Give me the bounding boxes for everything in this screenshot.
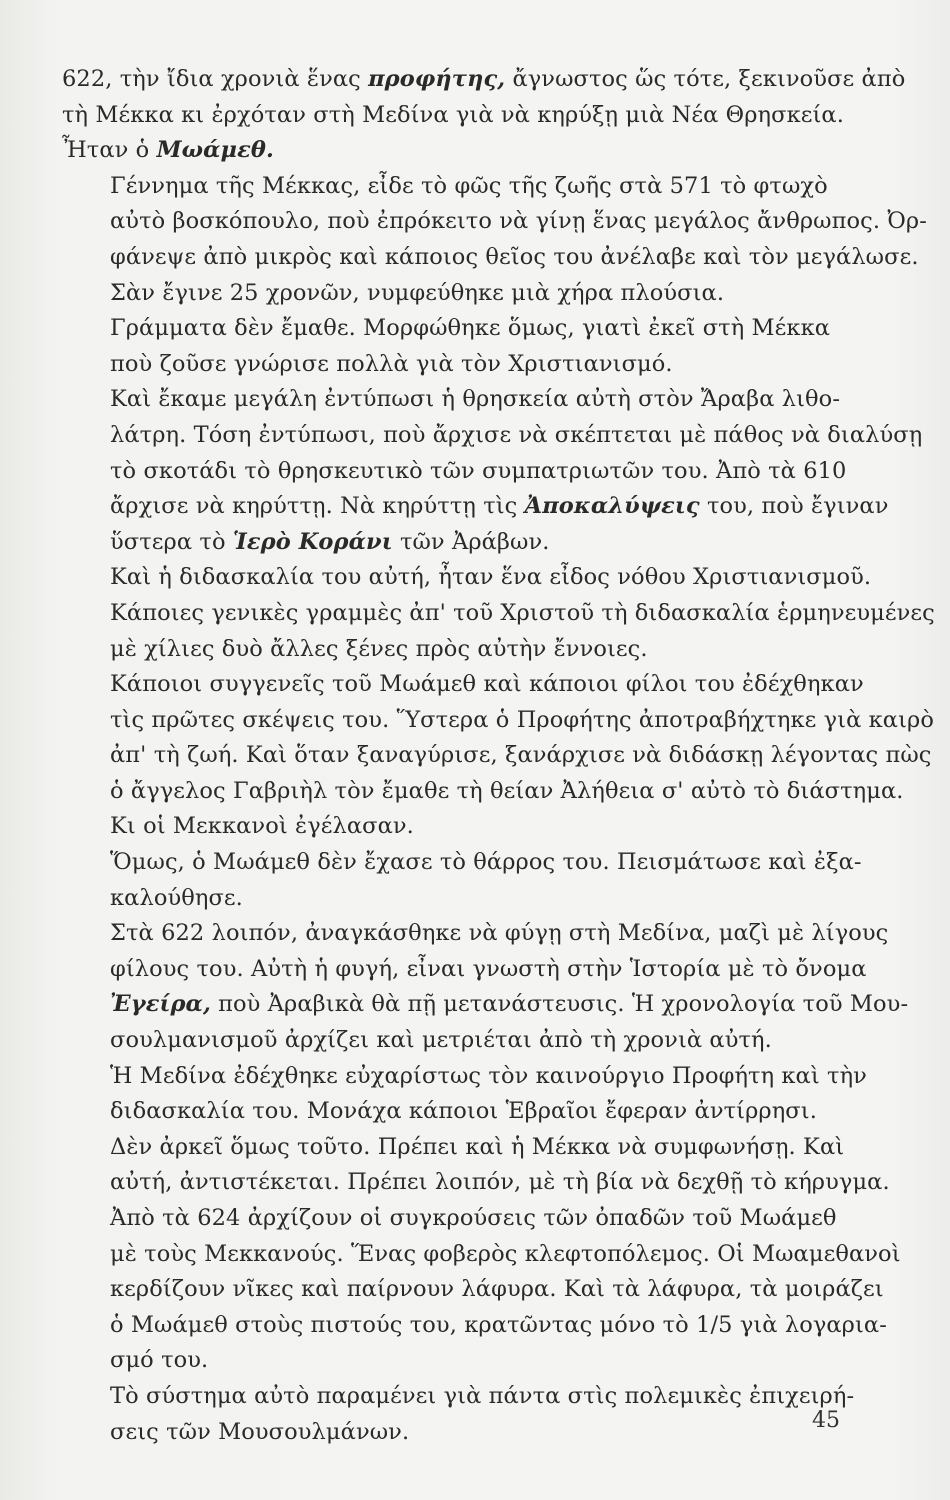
text-run: ὕστερα τὸ [110, 528, 233, 555]
text-run: Γράμματα δὲν ἔμαθε. Μορφώθηκε ὅμως, γιατὶ ἐκεῖ στὴ Μέκκα [110, 315, 831, 342]
text-run: Ὅμως, ὁ Μωάμεθ δὲν ἔχασε τὸ θάρρος του. Πεισμάτωσε καὶ ἐξα- [110, 849, 862, 876]
text-run: ὁ ἄγγελος Γαβριὴλ τὸν ἔμαθε τὴ θείαν Ἀλήθεια σ' αὐτὸ τὸ διάστημα. [110, 777, 904, 804]
emphasized-term: προφήτης, [368, 66, 506, 92]
paragraph [62, 169, 927, 311]
text-run: φάνεψε ἀπὸ μικρὸς καὶ κάποιος θεῖος του ἀνέλαβε καὶ τὸν μεγάλωσε. [110, 243, 919, 270]
text-run: φίλους του. Αὐτὴ ἡ φυγή, εἶναι γνωστὴ στὴν Ἱστορία μὲ τὸ ὄνομα [110, 955, 867, 982]
text-line [62, 1059, 867, 1095]
body-text [62, 62, 935, 1450]
text-line [62, 881, 842, 917]
text-run: ποὺ ζοῦσε γνώρισε πολλὰ γιὰ τὸν Χριστιανισμό. [110, 350, 673, 377]
text-run: Στὰ 622 λοιπόν, ἀναγκάσθηκε νὰ φύγῃ στὴ Μεδίνα, μαζὶ μὲ λίγους [110, 920, 889, 947]
text-line [62, 952, 867, 988]
text-run: μὲ χίλιες δυὸ ἄλλες ξένες πρὸς αὐτὴν ἔννοιες. [110, 635, 648, 662]
text-line [62, 809, 842, 845]
text-run: Κάποιες γενικὲς γραμμὲς ἀπ' τοῦ Χριστοῦ τὴ διδασκαλία ἑρμηνευμένες [110, 599, 935, 626]
text-run: 622, τὴν ἴδια χρονιὰ ἕνας [62, 66, 369, 92]
page-number: 45 [812, 1408, 840, 1433]
text-line [62, 1415, 842, 1451]
text-run: Κάποιοι συγγενεῖς τοῦ Μωάμεθ καὶ κάποιοι φίλοι του ἐδέχθηκαν [110, 671, 864, 698]
paragraph [62, 845, 862, 916]
text-line [62, 1379, 855, 1415]
text-run: Ἀπὸ τὰ 624 ἀρχίζουν οἱ συγκρούσεις τῶν ὀπαδῶν τοῦ Μωάμεθ [110, 1205, 837, 1231]
text-run: Ἡ Μεδίνα ἐδέχθηκε εὐχαρίστως τὸν καινούργιο Προφήτη καὶ τὴν [110, 1062, 867, 1089]
text-line [62, 1130, 845, 1166]
text-run: ποὺ Ἀραβικὰ θὰ πῇ μετανάστευσις. Ἡ χρονολογία τοῦ Μου- [210, 991, 909, 1018]
text-line [62, 1094, 842, 1130]
text-run: αὐτὸ βοσκόπουλο, ποὺ ἐπρόκειτο νὰ γίνῃ ἕνας μεγάλος ἄνθρωπος. Ὀρ- [110, 208, 927, 235]
text-run: Καὶ ἔκαμε μεγάλη ἐντύπωσι ἡ θρησκεία αὐτὴ στὸν Ἄραβα λιθο- [110, 386, 841, 413]
text-line [62, 1343, 842, 1379]
text-line [62, 596, 935, 632]
text-line [62, 703, 934, 739]
text-run: σεις τῶν Μουσουλμάνων. [110, 1418, 410, 1445]
text-run: ἄγνωστος ὥς τότε, ξεκινοῦσε ἀπὸ [505, 66, 906, 92]
emphasized-term: Ἐγείρα, [110, 991, 211, 1018]
paragraph [62, 382, 923, 560]
text-line [62, 916, 889, 952]
text-run: τῶν Ἀράβων. [392, 528, 550, 555]
paragraph [62, 1379, 855, 1450]
paragraph [62, 1059, 867, 1130]
text-line [62, 525, 842, 561]
text-run: Δὲν ἀρκεῖ ὅμως τοῦτο. Πρέπει καὶ ἡ Μέκκα νὰ συμφωνήσῃ. Καὶ [110, 1133, 845, 1160]
text-run: τὶς πρῶτες σκέψεις του. Ὕστερα ὁ Προφήτης ἀποτραβήχτηκε γιὰ καιρὸ [110, 706, 934, 733]
text-run: Καὶ ἡ διδασκαλία του αὐτή, ἦταν ἕνα εἶδος νόθου Χριστιανισμοῦ. [110, 564, 872, 591]
paragraph [62, 1130, 890, 1201]
text-line [62, 1237, 901, 1273]
text-line [62, 987, 909, 1023]
text-run: ἀπ' τὴ ζωή. Καὶ ὅταν ξαναγύρισε, ξανάρχισε νὰ διδάσκῃ λέγοντας πὼς [110, 742, 932, 769]
text-line [62, 98, 842, 134]
text-line [62, 1201, 842, 1237]
text-line [62, 240, 919, 276]
paragraph [62, 560, 935, 667]
text-line [62, 489, 889, 525]
emphasized-term: Μωάμεθ. [156, 137, 274, 164]
text-run: λάτρη. Τόση ἐντύπωσι, ποὺ ἄρχισε νὰ σκέπτεται μὲ πάθος νὰ διαλύσῃ [110, 421, 923, 448]
text-line [62, 667, 864, 703]
text-run: διδασκαλία του. Μονάχα κάποιοι Ἑβραῖοι ἔφεραν ἀντίρρησι. [110, 1098, 817, 1125]
text-run: καλούθησε. [110, 884, 243, 911]
text-line [62, 774, 904, 810]
paragraph [62, 667, 934, 845]
text-run: του, ποὺ ἔγιναν [699, 493, 889, 520]
paragraph [62, 916, 909, 1058]
text-line [62, 1308, 887, 1344]
text-line [62, 418, 923, 454]
text-line [62, 382, 842, 418]
text-line [62, 738, 932, 774]
text-line [62, 1023, 842, 1059]
paragraph [62, 1201, 901, 1379]
text-line [62, 62, 906, 98]
text-run: Ἦταν ὁ [62, 137, 157, 164]
text-line [62, 454, 847, 490]
text-line [62, 311, 842, 347]
text-run: Τὸ σύστημα αὐτὸ παραμένει γιὰ πάντα στὶς πολεμικὲς ἐπιχειρή- [110, 1382, 855, 1409]
text-run: μὲ τοὺς Μεκκανούς. Ἕνας φοβερὸς κλεφτοπόλεμος. Οἱ Μωαμεθανοὶ [110, 1240, 901, 1267]
text-line [62, 1165, 890, 1201]
emphasized-term: Ἱερὸ Κοράνι [232, 528, 393, 555]
emphasized-term: Ἀποκαλύψεις [524, 493, 700, 520]
text-line [62, 1272, 884, 1308]
text-run: Γέννημα τῆς Μέκκας, εἶδε τὸ φῶς τῆς ζωῆς στὰ 571 τὸ φτωχὸ [110, 172, 828, 199]
text-run: σουλμανισμοῦ ἀρχίζει καὶ μετριέται ἀπὸ τὴ χρονιὰ αὐτή. [110, 1027, 772, 1054]
text-run: ἄρχισε νὰ κηρύττῃ. Νὰ κηρύττῃ τὶς [110, 493, 525, 520]
text-run: τὴ Μέκκα κι ἐρχόταν στὴ Μεδίνα γιὰ νὰ κηρύξῃ μιὰ Νέα Θρησκεία. [62, 101, 844, 128]
text-line [62, 204, 927, 240]
text-line [62, 632, 842, 668]
text-line [62, 133, 842, 169]
text-line [62, 560, 872, 596]
text-run: αὐτή, ἀντιστέκεται. Πρέπει λοιπόν, μὲ τὴ βία νὰ δεχθῇ τὸ κήρυγμα. [110, 1169, 890, 1196]
text-run: Σὰν ἔγινε 25 χρονῶν, νυμφεύθηκε μιὰ χήρα πλούσια. [110, 279, 725, 306]
text-line [62, 276, 842, 312]
text-run: Κι οἱ Μεκκανοὶ ἐγέλασαν. [110, 813, 414, 840]
paragraph [62, 311, 842, 382]
text-line [62, 169, 842, 205]
text-line [62, 845, 862, 881]
text-line [62, 347, 842, 383]
text-run: κερδίζουν νῖκες καὶ παίρνουν λάφυρα. Καὶ τὰ λάφυρα, τὰ μοιράζει [110, 1276, 884, 1303]
text-run: τὸ σκοτάδι τὸ θρησκευτικὸ τῶν συμπατριωτῶν του. Ἀπὸ τὰ 610 [110, 457, 847, 484]
paragraph [62, 62, 906, 169]
text-run: ὁ Μωάμεθ στοὺς πιστούς του, κρατῶντας μόνο τὸ 1/5 γιὰ λογαρια- [110, 1311, 887, 1338]
text-run: σμό του. [110, 1347, 209, 1374]
